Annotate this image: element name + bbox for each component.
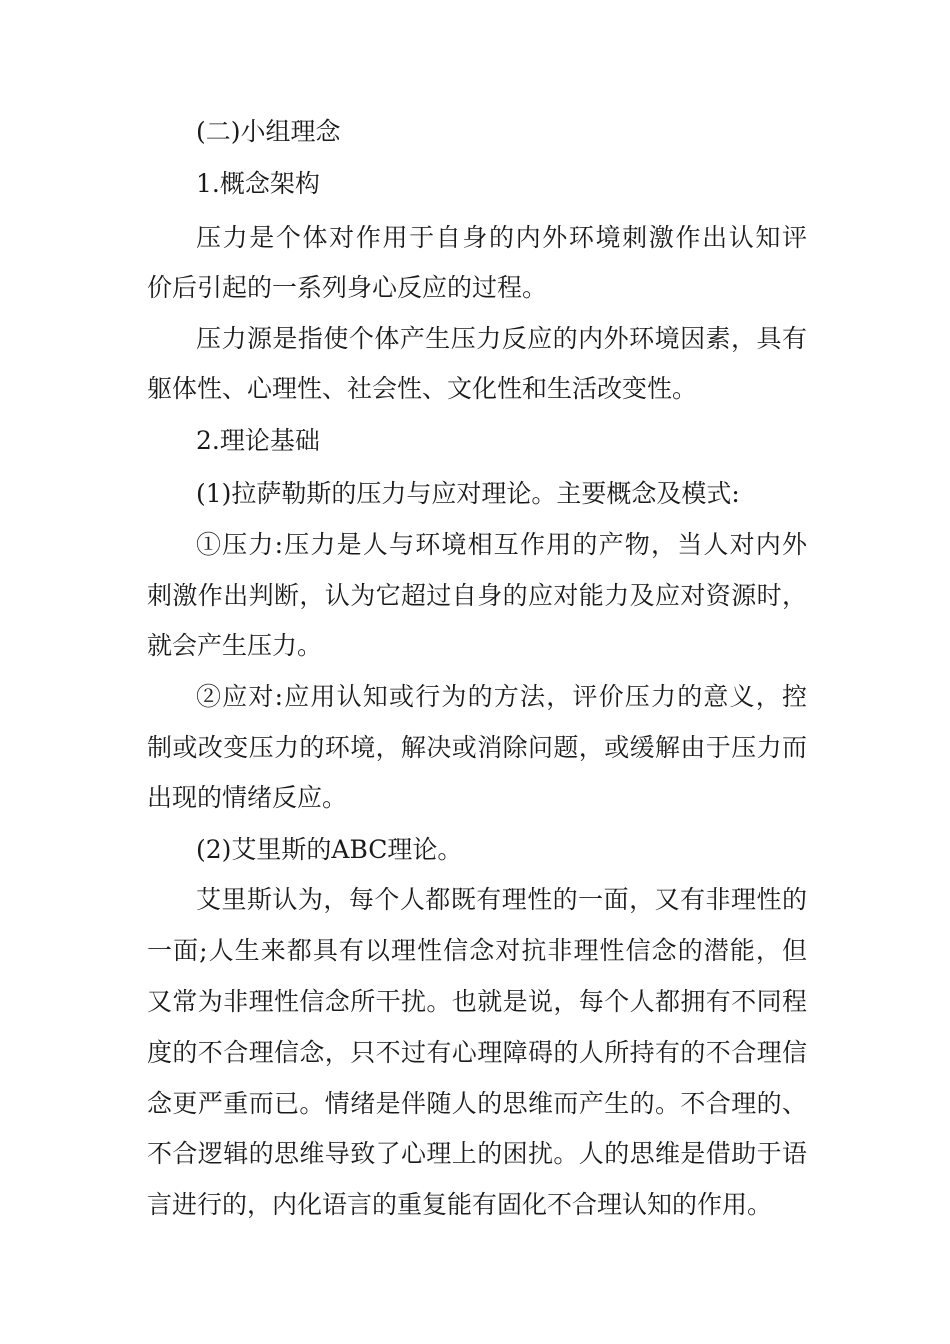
paragraph-line: 躯体性、心理性、社会性、文化性和生活改变性。 bbox=[147, 374, 698, 403]
paragraph-line: 度的不合理信念，只不过有心理障碍的人所持有的不合理信 bbox=[147, 1038, 807, 1067]
subsection-heading: 1.概念架构 bbox=[196, 169, 320, 198]
paragraph-line: 艾里斯认为，每个人都既有理性的一面，又有非理性的 bbox=[196, 885, 807, 914]
paragraph-line: ②应对:应用认知或行为的方法，评价压力的意义，控 bbox=[196, 682, 807, 711]
paragraph-line: 言进行的，内化语言的重复能有固化不合理认知的作用。 bbox=[147, 1190, 773, 1219]
paragraph-line: 压力源是指使个体产生压力反应的内外环境因素，具有 bbox=[196, 324, 807, 353]
paragraph-line: 就会产生压力。 bbox=[147, 631, 323, 660]
paragraph-line: 一面;人生来都具有以理性信念对抗非理性信念的潜能，但 bbox=[147, 936, 807, 965]
paragraph-line: 出现的情绪反应。 bbox=[147, 783, 348, 812]
paragraph-line: 念更严重而已。情绪是伴随人的思维而产生的。不合理的、 bbox=[147, 1089, 807, 1118]
paragraph-line: 制或改变压力的环境，解决或消除问题，或缓解由于压力而 bbox=[147, 733, 807, 762]
paragraph-line: (2)艾里斯的ABC理论。 bbox=[196, 835, 463, 864]
section-heading: (二)小组理念 bbox=[196, 117, 341, 146]
subsection-heading: 2.理论基础 bbox=[196, 426, 320, 455]
paragraph-line: 又常为非理性信念所干扰。也就是说，每个人都拥有不同程 bbox=[147, 987, 807, 1016]
paragraph-line: (1)拉萨勒斯的压力与应对理论。主要概念及模式: bbox=[196, 479, 740, 508]
paragraph-line: 价后引起的一系列身心反应的过程。 bbox=[147, 273, 548, 302]
paragraph-line: 压力是个体对作用于自身的内外环境刺激作出认知评 bbox=[196, 223, 807, 252]
paragraph-line: 不合逻辑的思维导致了心理上的困扰。人的思维是借助于语 bbox=[147, 1139, 807, 1168]
paragraph-line: 刺激作出判断，认为它超过自身的应对能力及应对资源时， bbox=[147, 581, 807, 610]
paragraph-line: ①压力:压力是人与环境相互作用的产物，当人对内外 bbox=[196, 530, 807, 559]
